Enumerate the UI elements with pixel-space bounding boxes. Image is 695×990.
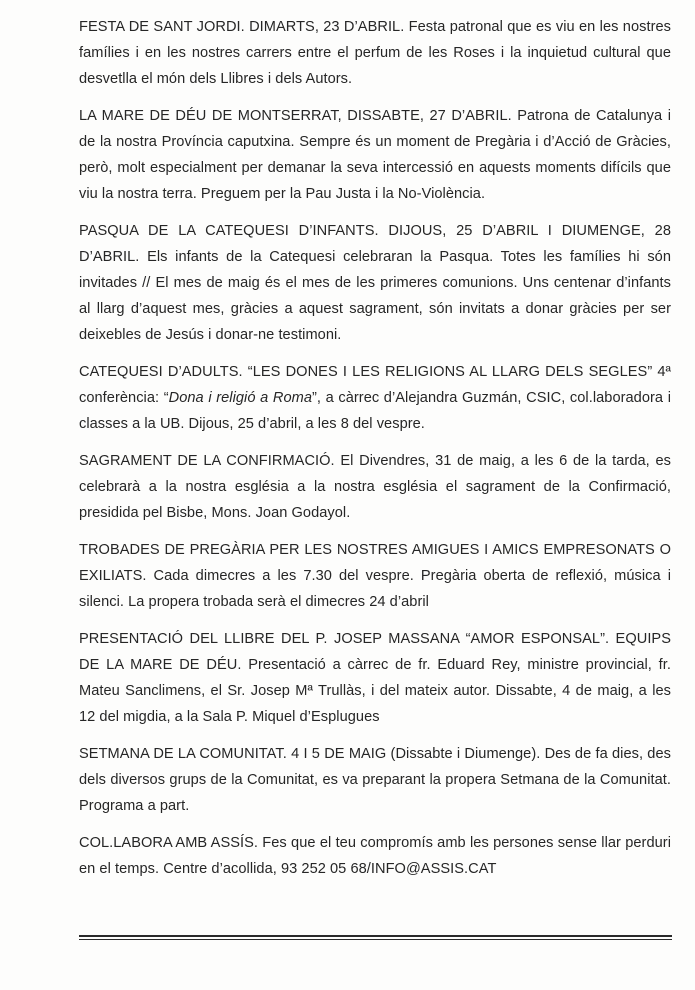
announcement-confirmacio: SAGRAMENT DE LA CONFIRMACIÓ. El Divendres, 31 de maig, a les 6 de la tarda, es celebrarà a la nostra església a la nostra església el sagrament de la Confirmació, presidida pel Bisbe, Mons. Joan Godayol.	[79, 453, 671, 521]
announcement-sant-jordi: FESTA DE SANT JORDI. DIMARTS, 23 D’ABRIL. Festa patronal que es viu en les nostres famílies i en les nostres carrers entre el perfum de les Roses i la inquietud cultural que desvetlla el món dels Llibres i dels Autors.	[79, 19, 671, 87]
announcement-montserrat: LA MARE DE DÉU DE MONTSERRAT, DISSABTE, 27 D’ABRIL. Patrona de Catalunya i de la nostra Província caputxina. Sempre és un moment de Pregària i d’Acció de Gràcies, però, molt especialment per demanar la seva intercessió en aquests moments difícils que viu la nostra terra. Preguem per la Pau Justa i la No-Violència.	[79, 108, 671, 202]
announcement-catequesi-adults	[79, 359, 671, 437]
catequesi-adults-intro: CATEQUESI D’ADULTS. “LES DONES I LES RELIGIONS AL LLARG DELS SEGLES” 4ª conferència: “	[79, 364, 671, 406]
announcement-setmana-comunitat: SETMANA DE LA COMUNITAT. 4 I 5 DE MAIG (Dissabte i Diumenge). Des de fa dies, des dels diversos grups de la Comunitat, es va preparant la propera Setmana de la Comunitat. Programa a part.	[79, 746, 671, 814]
announcement-presentacio-llibre: PRESENTACIÓ DEL LLIBRE DEL P. JOSEP MASSANA “AMOR ESPONSAL”. EQUIPS DE LA MARE DE DÉU. Presentació a càrrec de fr. Eduard Rey, ministre provincial, fr. Mateu Sanclimens, el Sr. Josep Mª Trullàs, i del mateix autor. Dissabte, 4 de maig, a les 12 del migdia, a la Sala P. Miquel d’Esplugues	[79, 631, 671, 725]
conference-title: Dona i religió a Roma	[168, 390, 312, 406]
footer-rule-thick	[79, 935, 672, 937]
announcement-assis: COL.LABORA AMB ASSÍS. Fes que el teu compromís amb les persones sense llar perduri en el temps. Centre d’acollida, 93 252 05 68/INFO@ASSIS.CAT	[79, 835, 671, 877]
announcement-pasqua-catequesi: PASQUA DE LA CATEQUESI D’INFANTS. DIJOUS, 25 D’ABRIL I DIUMENGE, 28 D’ABRIL. Els infants de la Catequesi celebraran la Pasqua. Totes les famílies hi són invitades // El mes de maig és el mes de les primeres comunions. Uns centenar d’infants al llarg d’aquest mes, gràcies a aquest sagrament, són invitats a donar gràcies per ser deixebles de Jesús i donar-ne testimoni.	[79, 223, 671, 343]
announcement-trobades-pregaria: TROBADES DE PREGÀRIA PER LES NOSTRES AMIGUES I AMICS EMPRESONATS O EXILIATS. Cada dimecres a les 7.30 del vespre. Pregària oberta de reflexió, música i silenci. La propera trobada serà el dimecres 24 d’abril	[79, 542, 671, 610]
catequesi-adults-details: ”, a càrrec d’Alejandra Guzmán, CSIC, col.laboradora i classes a la UB. Dijous, 25 d’abril, a les 8 del vespre.	[79, 390, 671, 432]
announcements-list	[79, 14, 671, 893]
footer-rule-thin	[79, 939, 672, 940]
